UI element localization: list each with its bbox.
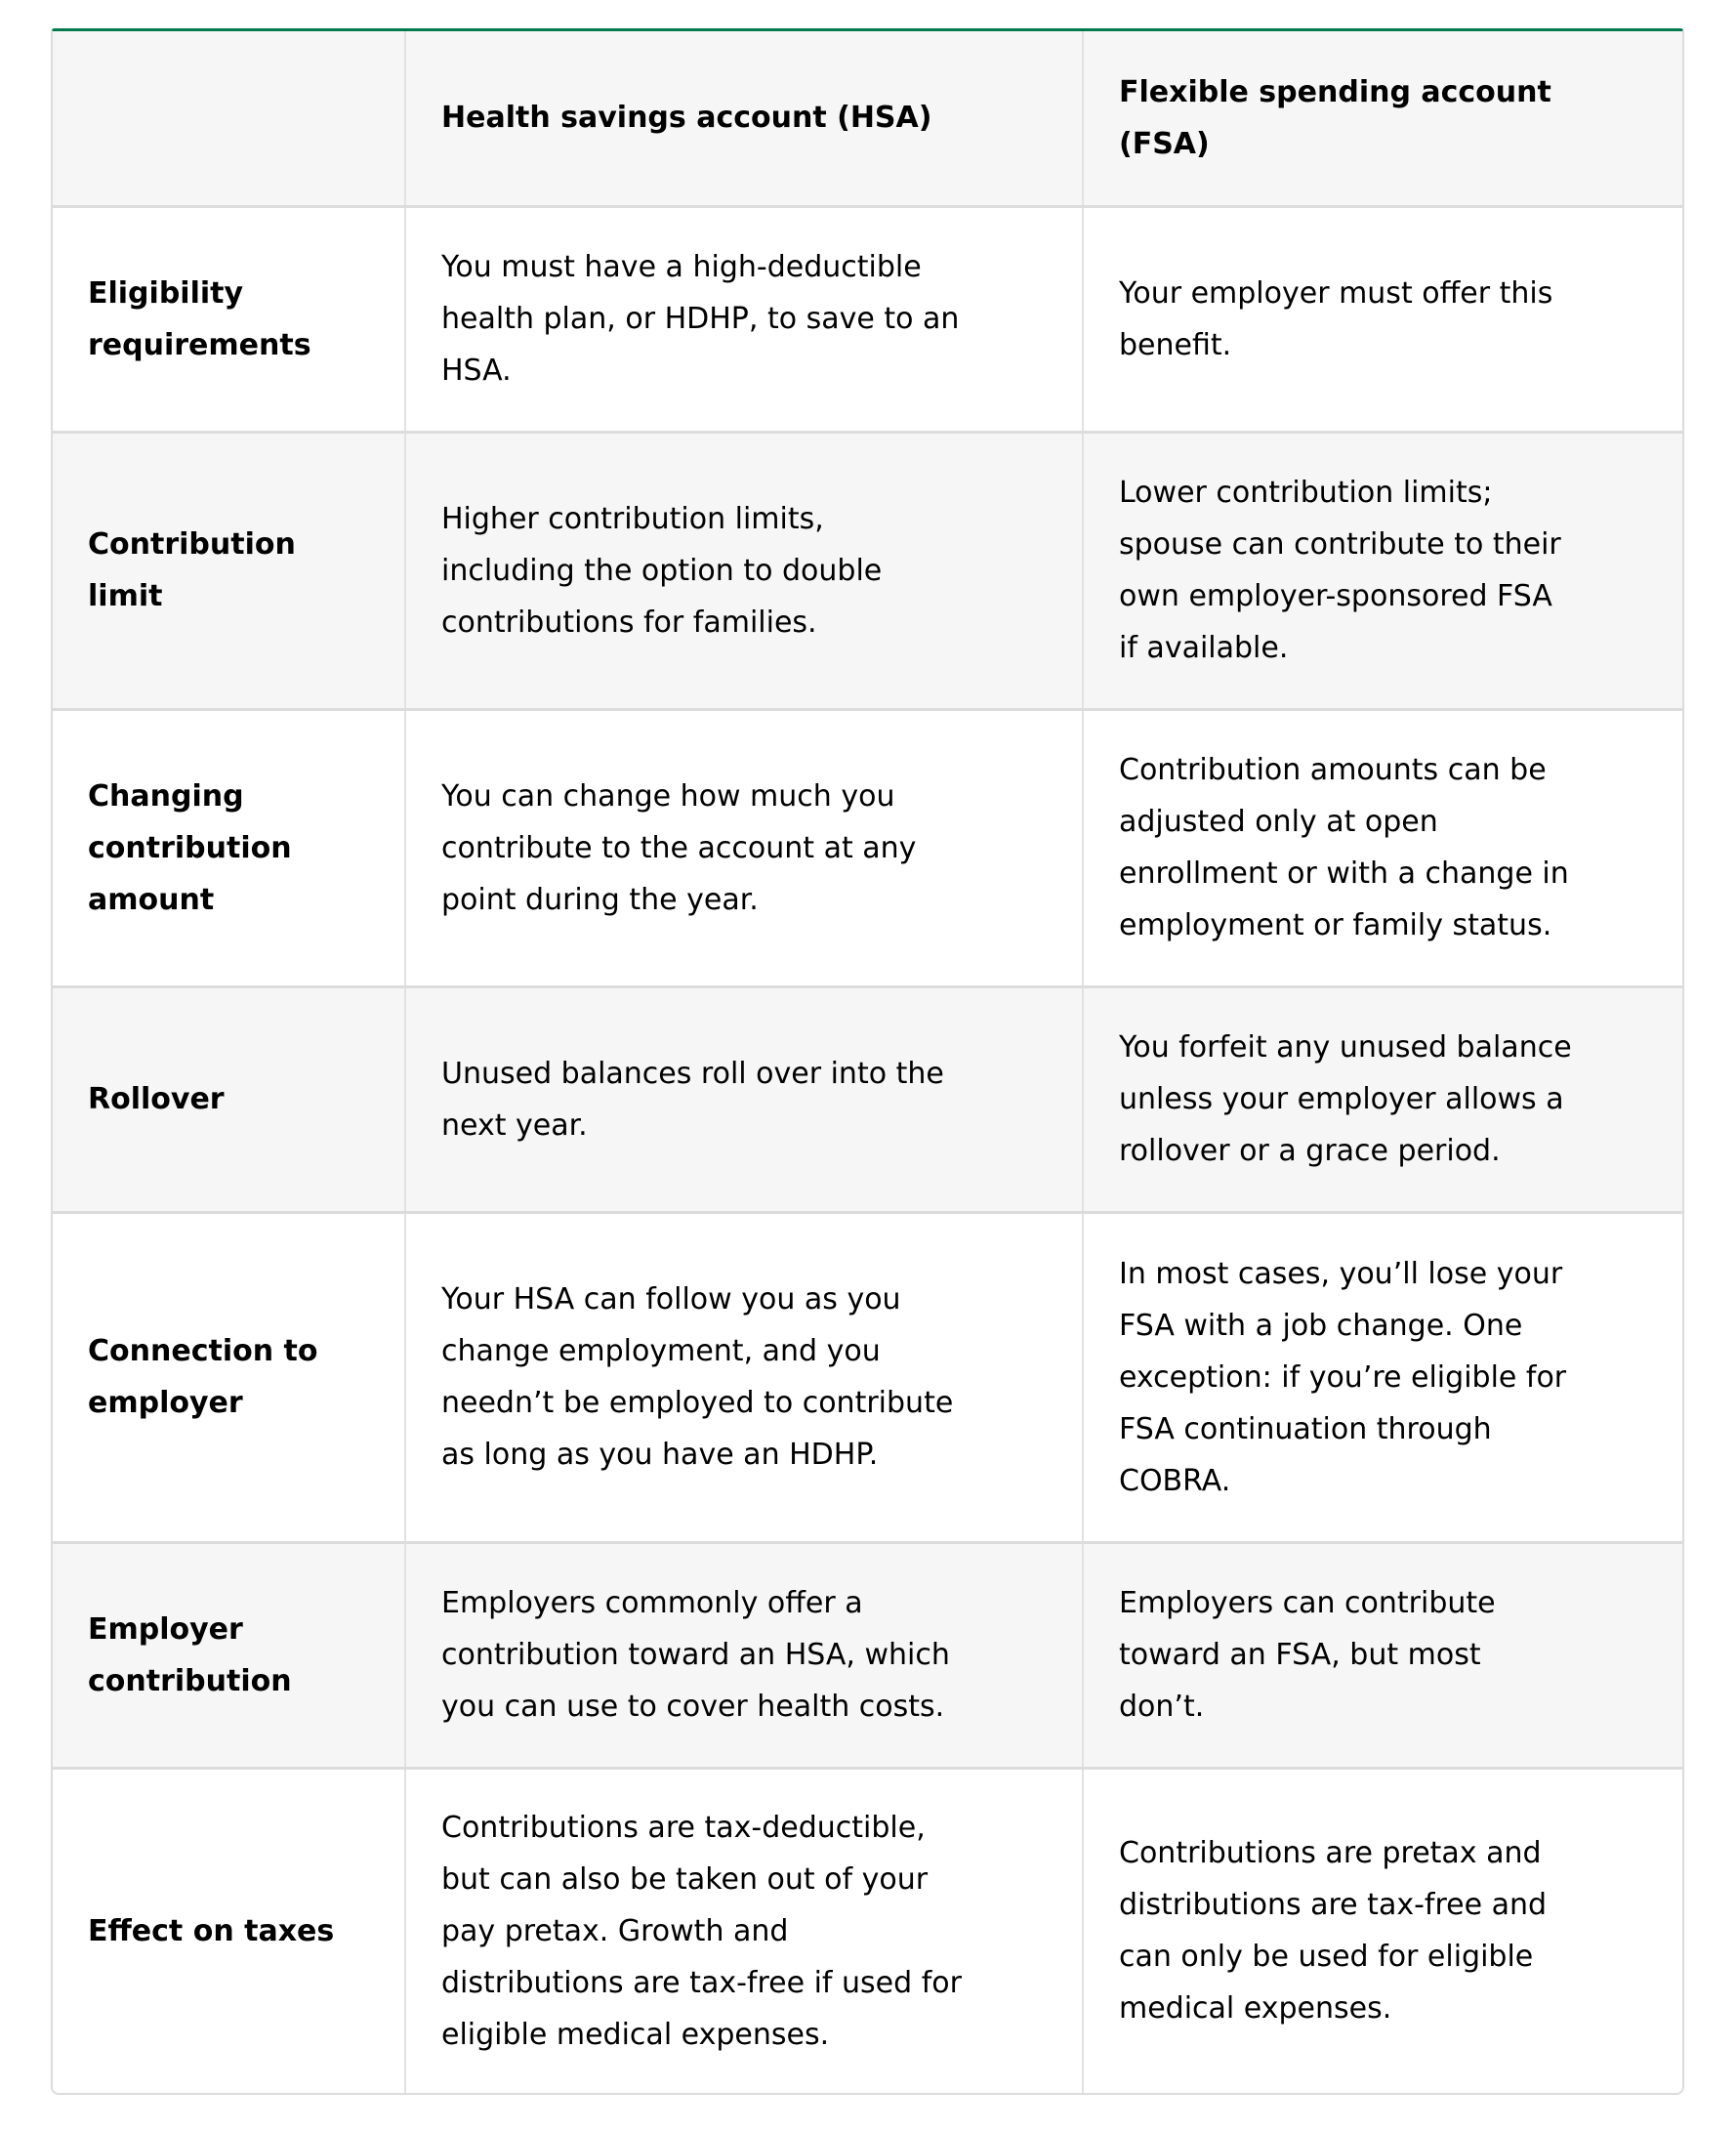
header-empty-cell (53, 31, 405, 206)
cell-text-line: Employers can contribute (1119, 1586, 1496, 1620)
row-label (53, 1542, 405, 1768)
cell-text-line: Changing (88, 778, 244, 814)
cell-text-line: Contributions are tax-deductible, (441, 1810, 926, 1845)
fsa-cell (1083, 1768, 1682, 2093)
cell-text-line: can only be used for eligible (1119, 1940, 1534, 1975)
cell-text-line: Unused balances roll over into the (441, 1056, 944, 1091)
fsa-cell (1083, 206, 1682, 432)
row-label (53, 709, 405, 986)
cell-text-line: contribution (88, 1663, 292, 1698)
cell-text-line: rollover or a grace period. (1119, 1134, 1501, 1168)
row-label (53, 986, 405, 1212)
cell-text-line: as long as you have an HDHP. (441, 1438, 879, 1472)
cell-text-line: Flexible spending account (1119, 74, 1551, 109)
table-row-effect-on-taxes (53, 1768, 1682, 2093)
table-header-row (53, 31, 1682, 206)
cell-text-line: In most cases, you’ll lose your (1119, 1256, 1563, 1291)
fsa-cell (1083, 709, 1682, 986)
table-row-changing-contribution (53, 709, 1682, 986)
header-hsa (405, 31, 1083, 206)
header-fsa (1083, 31, 1682, 206)
cell-text-line: Effect on taxes (88, 1913, 335, 1948)
hsa-cell (405, 709, 1083, 986)
cell-text-line: COBRA. (1119, 1463, 1231, 1498)
cell-text-line: Contribution (88, 527, 296, 562)
cell-text-line: Contribution amounts can be (1119, 753, 1547, 787)
cell-text-line: needn’t be employed to contribute (441, 1386, 954, 1420)
cell-text-line: contribution (88, 830, 292, 865)
cell-text-line: distributions are tax-free and (1119, 1888, 1548, 1923)
cell-text-line: if available. (1119, 631, 1289, 665)
hsa-vs-fsa-comparison-table (53, 31, 1682, 2093)
row-label (53, 206, 405, 432)
table-row-connection-to-employer (53, 1212, 1682, 1542)
fsa-cell (1083, 1212, 1682, 1542)
cell-text-line: Lower contribution limits; (1119, 476, 1493, 510)
cell-text-line: Connection to (88, 1334, 318, 1368)
cell-text-line: change employment, and you (441, 1334, 881, 1368)
cell-text-line: contribute to the account at any (441, 830, 917, 865)
hsa-cell (405, 1542, 1083, 1768)
cell-text-line: limit (88, 579, 163, 613)
cell-text-line: unless your employer allows a (1119, 1082, 1564, 1116)
table-row-contribution-limit (53, 432, 1682, 709)
cell-text-line: Your employer must offer this (1119, 275, 1553, 311)
cell-text-line: health plan, or HDHP, to save to an (441, 302, 960, 336)
row-label (53, 432, 405, 709)
cell-text-line: including the option to double (441, 553, 883, 588)
cell-text-line: Your HSA can follow you as you (441, 1282, 901, 1316)
table-row-eligibility (53, 206, 1682, 432)
cell-text-line: distributions are tax-free if used for (441, 1965, 962, 2000)
cell-text-line: You forfeit any unused balance (1119, 1030, 1572, 1065)
comparison-table-container (51, 28, 1684, 2095)
cell-text-line: Employers commonly offer a (441, 1586, 863, 1620)
hsa-cell (405, 432, 1083, 709)
cell-text-line: pay pretax. Growth and (441, 1913, 789, 1948)
cell-text-line: amount (88, 882, 215, 917)
cell-text-line: requirements (88, 327, 311, 362)
cell-text-line: Employer (88, 1611, 243, 1647)
cell-text-line: contributions for families. (441, 605, 817, 640)
fsa-cell (1083, 986, 1682, 1212)
cell-text-line: medical expenses. (1119, 1991, 1392, 2027)
hsa-cell (405, 1768, 1083, 2093)
cell-text-line: adjusted only at open (1119, 805, 1438, 839)
hsa-cell (405, 986, 1083, 1212)
fsa-cell (1083, 432, 1682, 709)
cell-text-line: employer (88, 1386, 243, 1420)
cell-text-line: don’t. (1119, 1690, 1205, 1724)
hsa-cell (405, 1212, 1083, 1542)
cell-text-line: toward an FSA, but most (1119, 1638, 1481, 1672)
cell-text-line: spouse can contribute to their (1119, 527, 1561, 562)
cell-text-line: You must have a high-deductible (441, 250, 922, 284)
cell-text-line: contribution toward an HSA, which (441, 1638, 950, 1672)
cell-text-line: point during the year. (441, 882, 759, 917)
cell-text-line: but can also be taken out of your (441, 1861, 929, 1897)
table-row-rollover (53, 986, 1682, 1212)
fsa-cell (1083, 1542, 1682, 1768)
cell-text-line: you can use to cover health costs. (441, 1690, 945, 1724)
cell-text-line: (FSA) (1119, 126, 1210, 161)
cell-text-line: HSA. (441, 354, 512, 388)
table-row-employer-contribution (53, 1542, 1682, 1768)
cell-text-line: benefit. (1119, 327, 1232, 362)
row-label (53, 1768, 405, 2093)
cell-text-line: exception: if you’re eligible for (1119, 1359, 1567, 1395)
hsa-cell (405, 206, 1083, 432)
cell-text-line: enrollment or with a change in (1119, 857, 1569, 891)
cell-text-line: Health savings account (HSA) (441, 101, 932, 136)
cell-text-line: Higher contribution limits, (441, 501, 824, 536)
cell-text-line: employment or family status. (1119, 908, 1552, 942)
cell-text-line: next year. (441, 1107, 588, 1143)
cell-text-line: Eligibility (88, 275, 244, 311)
cell-text-line: You can change how much you (441, 778, 895, 814)
row-label (53, 1212, 405, 1542)
cell-text-line: FSA continuation through (1119, 1411, 1492, 1446)
cell-text-line: Rollover (88, 1082, 225, 1116)
cell-text-line: Contributions are pretax and (1119, 1836, 1542, 1871)
cell-text-line: FSA with a job change. One (1119, 1308, 1523, 1343)
cell-text-line: eligible medical expenses. (441, 2017, 830, 2052)
cell-text-line: own employer-sponsored FSA (1119, 579, 1552, 613)
